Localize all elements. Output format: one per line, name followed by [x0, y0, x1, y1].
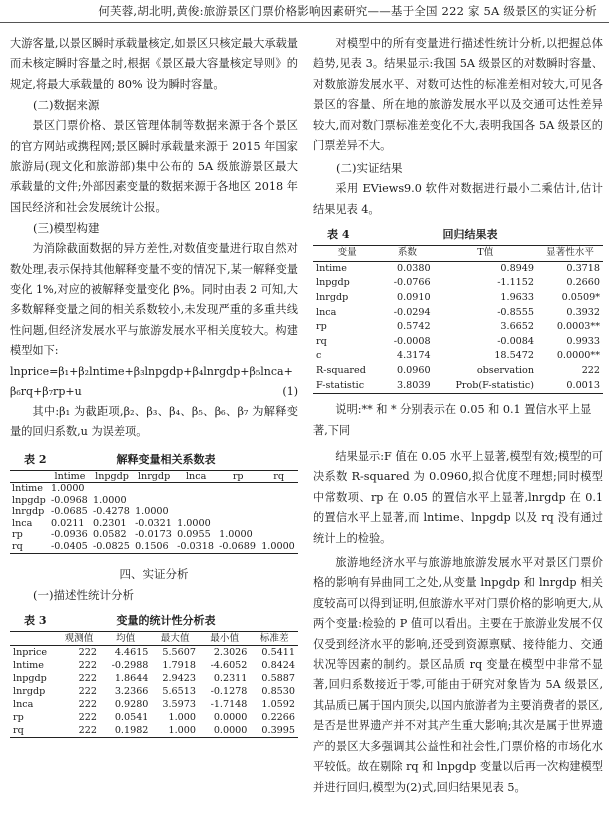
table-cell: 3.6652 [500, 321, 534, 333]
running-header [0, 0, 609, 23]
table-number: 表 2 [24, 452, 47, 466]
paragraph: 大游客量,以景区瞬时承载量核定,如景区只核定最大承载量而未核定瞬时容量之时,根据《景区最大容量核定导则》的规定,将最大承载量的 80% 设为瞬时容量。 [10, 37, 298, 91]
table-cell: 0.0211 [50, 517, 85, 529]
table-cell: 0.9280 [114, 698, 149, 710]
paragraph: 景区门票价格、景区管理体制等数据来源于各个景区的官方网站或携程网;景区瞬时承载量来源于 2015 年国家旅游局(现文化和旅游部)集中公布的 5A 级旅游景区最大承载量的文件;外部因素变量的数据来源于各地区 2018 年国民经济和社会发展统计公报。 [10, 119, 298, 214]
table-row [313, 261, 603, 276]
equation-line: β₆rq+β₇rp+u [10, 384, 82, 398]
table-row [313, 291, 603, 306]
table-title: 变量的统计性分析表 [116, 613, 216, 627]
equation-line: lnprice=β₁+β₂lntime+β₃lnpgdp+β₄lnrgdp+β₅lnca+ [10, 364, 293, 378]
table-cell: lnprice [13, 646, 48, 658]
table-caption [10, 451, 298, 467]
table-cell: 3.8039 [397, 379, 431, 391]
table-cell: -0.0008 [393, 335, 431, 347]
table-cell: 0.0003** [556, 321, 600, 333]
table-cell: 222 [78, 698, 97, 710]
table-title: 解释变量相关系数表 [116, 452, 216, 466]
table-row [10, 518, 298, 530]
table-cell: lntime [13, 659, 44, 671]
table-caption [313, 226, 603, 242]
table-header-cell: 观测值 [64, 632, 94, 644]
table-row [313, 320, 603, 335]
table-cell: rq [316, 335, 327, 347]
table-cell: 2.3026 [213, 646, 248, 658]
table-cell [175, 506, 217, 518]
table-cell: lnca [12, 517, 33, 529]
table-header-cell [10, 631, 58, 645]
table-cell [217, 495, 259, 507]
section-heading-descriptive: (一)描述性统计分析 [33, 587, 134, 602]
table-cell: -0.0825 [93, 541, 130, 553]
table-cell: 0.5411 [261, 646, 295, 658]
table-cell: lnpgdp [13, 672, 47, 684]
table-cell: Prob(F-statistic) [455, 379, 534, 391]
table-cell: 0.3995 [261, 724, 295, 736]
table-cell: 1.0000 [93, 494, 127, 506]
table-number: 表 3 [24, 613, 47, 627]
table-cell: 0.8949 [500, 262, 534, 274]
table-cell: 0.0582 [93, 529, 127, 541]
descriptive-stats-table [10, 631, 298, 738]
table-cell: 0.0380 [397, 262, 431, 274]
table-cell: 1.9633 [500, 292, 534, 304]
table-cell [217, 518, 259, 530]
table-cell: 222 [78, 672, 97, 684]
table-cell: rq [12, 541, 23, 553]
table-note: 说明:** 和 * 分别表示在 0.05 和 0.1 置信水平上显著,下同 [313, 403, 592, 437]
table-cell: 0.0541 [114, 711, 149, 723]
table-cell: -0.0084 [497, 335, 534, 347]
section-heading-empirical: 四、实证分析 [119, 566, 189, 581]
table-cell [259, 483, 298, 495]
table-cell: lntime [316, 262, 347, 274]
table-row [10, 711, 298, 724]
table-cell [133, 483, 175, 495]
table-cell [91, 483, 133, 495]
table-header-cell: lntime [54, 470, 86, 482]
table-cell: 0.0509* [561, 292, 600, 304]
paragraph: 结果显示:F 值在 0.05 水平上显著,模型有效;模型的可决系数 R-squared 为 0.0960,拟合优度不理想;同时模型中常数项、rp 在 0.05 的置信水平上显著,lnrgdp 在 0.1 的置信水平上显著,而 lntime、lnpgdp 以及 rq 没有通过统计上的检验。 [313, 450, 603, 545]
table-header-cell: 最大值 [160, 632, 190, 644]
table-cell: 3.5973 [162, 698, 196, 710]
table-cell: rp [316, 321, 327, 333]
table-cell: 0.3932 [566, 306, 600, 318]
table-cell: 0.1982 [114, 724, 149, 736]
table-row [10, 506, 298, 518]
table-cell: 0.1506 [135, 541, 169, 553]
table-row [313, 349, 603, 364]
table-row [10, 698, 298, 711]
running-title: 何芙蓉,胡北明,黄俊:旅游景区门票价格影响因素研究——基于全国 222 家 5A 级景区的实证分析 [98, 4, 597, 18]
right-column [313, 34, 603, 798]
table-row [10, 724, 298, 738]
table-cell: lnrgdp [12, 506, 45, 518]
table-cell: 1.0000 [50, 483, 85, 495]
table-cell: 18.5472 [494, 350, 534, 362]
table-cell: 1.000 [168, 711, 196, 723]
table-cell: -0.0685 [50, 506, 88, 518]
table-cell: 2.9423 [162, 672, 196, 684]
table-row [313, 364, 603, 379]
table-header-cell: lnpgdp [95, 470, 129, 482]
table-cell [259, 495, 298, 507]
table-cell: R-squared [316, 365, 366, 376]
table-cell [259, 506, 298, 518]
paragraph: 采用 EViews9.0 软件对数据进行最小二乘估计,估计结果见表 4。 [313, 182, 603, 216]
table-row [313, 276, 603, 291]
table-cell: F-statistic [316, 379, 365, 391]
table-cell: -0.4278 [93, 506, 130, 518]
table-cell: observation [476, 365, 534, 376]
table-header-cell [10, 470, 49, 483]
table-cell: 0.0960 [397, 365, 431, 376]
table-cell: -0.1278 [210, 685, 248, 697]
section-heading-data-source: (二)数据来源 [33, 98, 100, 113]
table-cell: 222 [78, 685, 97, 697]
table-cell [217, 506, 259, 518]
table-cell: -1.7148 [210, 698, 248, 710]
table-cell: 222 [581, 365, 600, 376]
table-row [10, 541, 298, 553]
table-cell: 0.8424 [261, 659, 295, 671]
table-cell: lnrgdp [316, 292, 349, 304]
table-header-cell: 最小值 [210, 632, 240, 644]
regression-table [313, 245, 603, 394]
table-header-cell: 均值 [116, 632, 136, 644]
table-cell: lnrgdp [13, 685, 46, 697]
table-cell: -0.0689 [219, 541, 256, 553]
table-row [10, 495, 298, 507]
table-cell: 0.0013 [566, 379, 600, 391]
table-cell: 222 [78, 646, 97, 658]
table-cell [175, 495, 217, 507]
table-cell: lntime [12, 483, 43, 495]
section-heading-results: (二)实证结果 [336, 161, 403, 176]
table-cell: 0.3718 [566, 262, 600, 274]
table-cell: 0.9933 [566, 335, 600, 347]
table-header-cell: rq [273, 470, 284, 482]
table-cell: 0.5887 [261, 672, 295, 684]
table-cell: lnca [13, 698, 34, 710]
table-header-cell: lnca [185, 470, 207, 482]
table-caption [10, 612, 298, 628]
table-cell: c [316, 350, 322, 362]
equation [10, 382, 298, 402]
table-cell: -0.0318 [177, 541, 214, 553]
table-row [10, 685, 298, 698]
table-row [10, 659, 298, 672]
table-cell: 4.4615 [114, 646, 149, 658]
paragraph: 旅游地经济水平与旅游地旅游发展水平对景区门票价格的影响有异曲同工之处,从变量 lnpgdp 和 lnrgdp 相关度较高可以得到证明,但旅游水平对门票价格的影响更大,从两个变量:检验的 P 值可以看出。主要在于旅游业发展不仅仅受到经济水平的影响,还受到资源禀赋、接待能力、交通状况等因素的制约。景区品质 rq 变量在模型中非常不显著,回归系数接近于零,可能由于研究对象皆为 5A 级景区,其品质已属于国内顶尖,以国内旅游者为主要消费者的景区,是否是世界遗产并不对其产生重大影响;其次是属于世界遗产的景区大多强调其公益性和社会性,门票价格的市场化水平较低。故在剔除 rq 和 lnpgdp 变量以后再一次构建模型并进行回归,模型为(2)式,回归结果见表 5。 [313, 556, 603, 794]
table-cell: -0.0766 [393, 277, 431, 289]
table-number: 表 4 [327, 228, 350, 242]
table-cell: -4.6052 [210, 659, 248, 671]
paragraph: 其中:β₁ 为截距项,β₂、β₃、β₄、β₅、β₆、β₇ 为解释变量的回归系数,u 为误差项。 [10, 404, 298, 439]
table-cell: 0.0910 [397, 292, 431, 304]
table-cell: 1.0592 [261, 698, 295, 710]
table-cell: 0.0000 [213, 724, 248, 736]
table-cell: lnca [316, 306, 337, 318]
table-cell: -0.8555 [497, 306, 534, 318]
table-cell: 3.2366 [114, 685, 149, 697]
table-cell: rq [13, 724, 24, 736]
table-cell [133, 495, 175, 507]
table-cell [259, 518, 298, 530]
section-heading-model: (三)模型构建 [33, 221, 100, 236]
table-cell: -0.0321 [135, 517, 172, 529]
equation-number: (1) [282, 384, 298, 398]
table-cell: 0.0000** [556, 350, 600, 362]
table-cell: -0.0294 [393, 306, 431, 318]
table-cell: -0.2988 [111, 659, 149, 671]
table-cell: -0.0173 [135, 529, 172, 541]
paragraph: 为消除截面数据的异方差性,对数值变量进行取自然对数处理,表示保持其他解释变量不变的情况下,某一解释变量变化 1%,对应的被解释变量变化 β%。同时由表 2 可知,大多数解释变量之间的相关系数较小,未发现严重的多重共线性问题,但经济发展水平与旅游发展水平相关度较大。构建模型如下: [10, 242, 298, 358]
correlation-table [10, 470, 298, 554]
table-cell: 5.6513 [162, 685, 196, 697]
table-cell: 0.8530 [261, 685, 295, 697]
table-row [313, 379, 603, 394]
table-row [313, 335, 603, 350]
table-cell: 1.7918 [162, 659, 196, 671]
table-cell: 0.0955 [177, 529, 211, 541]
table-header-cell: 标准差 [259, 632, 289, 644]
table-cell: 0.0000 [213, 711, 248, 723]
table-title: 回归结果表 [442, 228, 498, 242]
table-cell: 5.5607 [162, 646, 196, 658]
table-cell [259, 529, 298, 541]
equation [10, 362, 298, 382]
table-header-cell: lnrgdp [137, 470, 171, 482]
paragraph: 对模型中的所有变量进行描述性统计分析,以把握总体趋势,见表 3。结果显示:我国 5A 级景区的对数瞬时容量、对数旅游发展水平、对数可达性的标准差相对较大,可见各景区的容量、所在地的旅游发展水平以及交通可达性差异较大,而对数门票标准差变化不大,表明我国各 5A 级景区的门票差异不大。 [313, 37, 603, 153]
table-cell: 1.0000 [219, 529, 253, 541]
table-cell: -1.1152 [497, 277, 534, 289]
table-header-cell: 系数 [397, 247, 418, 259]
table-cell: -0.0405 [50, 541, 88, 553]
table-cell: 222 [78, 711, 97, 723]
table-cell [175, 483, 217, 495]
table-cell: 222 [78, 659, 97, 671]
table-cell: 222 [78, 724, 97, 736]
table-cell: 0.2301 [93, 517, 127, 529]
table-header-cell: T值 [477, 247, 494, 259]
table-row [10, 529, 298, 541]
table-header-cell: 显著性水平 [546, 247, 594, 259]
table-cell: -0.0968 [50, 494, 88, 506]
left-column [10, 34, 298, 738]
table-cell: lnpgdp [12, 494, 46, 506]
table-cell: 0.2311 [213, 672, 248, 684]
table-row [10, 483, 298, 495]
table-cell: lnpgdp [316, 277, 350, 289]
table-cell: 1.0000 [135, 506, 169, 518]
table-row [10, 645, 298, 659]
table-cell [217, 483, 259, 495]
table-cell: rp [12, 529, 23, 541]
table-cell: 0.2266 [261, 711, 295, 723]
table-cell: 0.5742 [397, 321, 431, 333]
table-cell: 0.2660 [566, 277, 600, 289]
table-cell: -0.0936 [50, 529, 88, 541]
table-row [313, 306, 603, 321]
table-cell: 1.0000 [261, 541, 295, 553]
table-header-cell: 变量 [337, 247, 357, 259]
table-row [10, 672, 298, 685]
table-cell: 1.8644 [114, 672, 149, 684]
table-cell: rp [13, 711, 24, 723]
table-cell: 4.3174 [397, 350, 431, 362]
table-header-cell: rp [232, 470, 244, 482]
table-cell: 1.000 [168, 724, 196, 736]
table-cell: 1.0000 [177, 517, 211, 529]
